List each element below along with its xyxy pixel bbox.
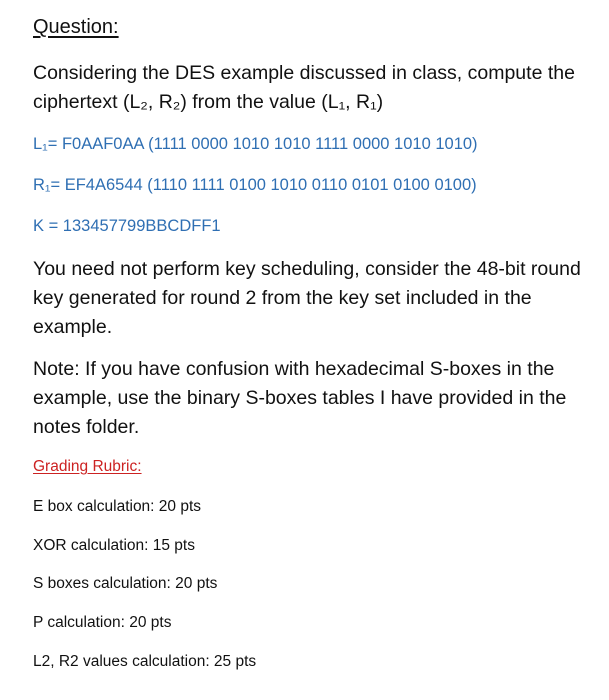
key-value: K = 133457799BBCDFF1 — [33, 217, 221, 235]
rubric-item-s-boxes: S boxes calculation: 20 pts — [33, 575, 218, 592]
note-paragraph: Note: If you have confusion with hexadecimal S-boxes in the example, use the binary S-boxes tables I have provided in the notes folder. — [33, 358, 567, 438]
rubric-item-p: P calculation: 20 pts — [33, 614, 172, 631]
question-heading: Question: — [33, 16, 119, 38]
rubric-item-e-box: E box calculation: 20 pts — [33, 498, 202, 515]
question-paragraph: Considering the DES example discussed in class, compute the ciphertext (L₂, R₂) from the value (L₁, R₁) — [33, 62, 575, 113]
r1-value: R₁= EF4A6544 (1110 1111 0100 1010 0110 0101 0100 0100) — [33, 176, 477, 194]
rubric-item-xor: XOR calculation: 15 pts — [33, 537, 195, 554]
grading-rubric-heading: Grading Rubric: — [33, 458, 142, 475]
l1-value: L₁= F0AAF0AA (1111 0000 1010 1010 1111 0000 1010 1010) — [33, 135, 478, 153]
instruction-paragraph: You need not perform key scheduling, consider the 48-bit round key generated for round 2 from the key set included in the example. — [33, 258, 581, 338]
rubric-item-l2-r2: L2, R2 values calculation: 25 pts — [33, 653, 257, 670]
